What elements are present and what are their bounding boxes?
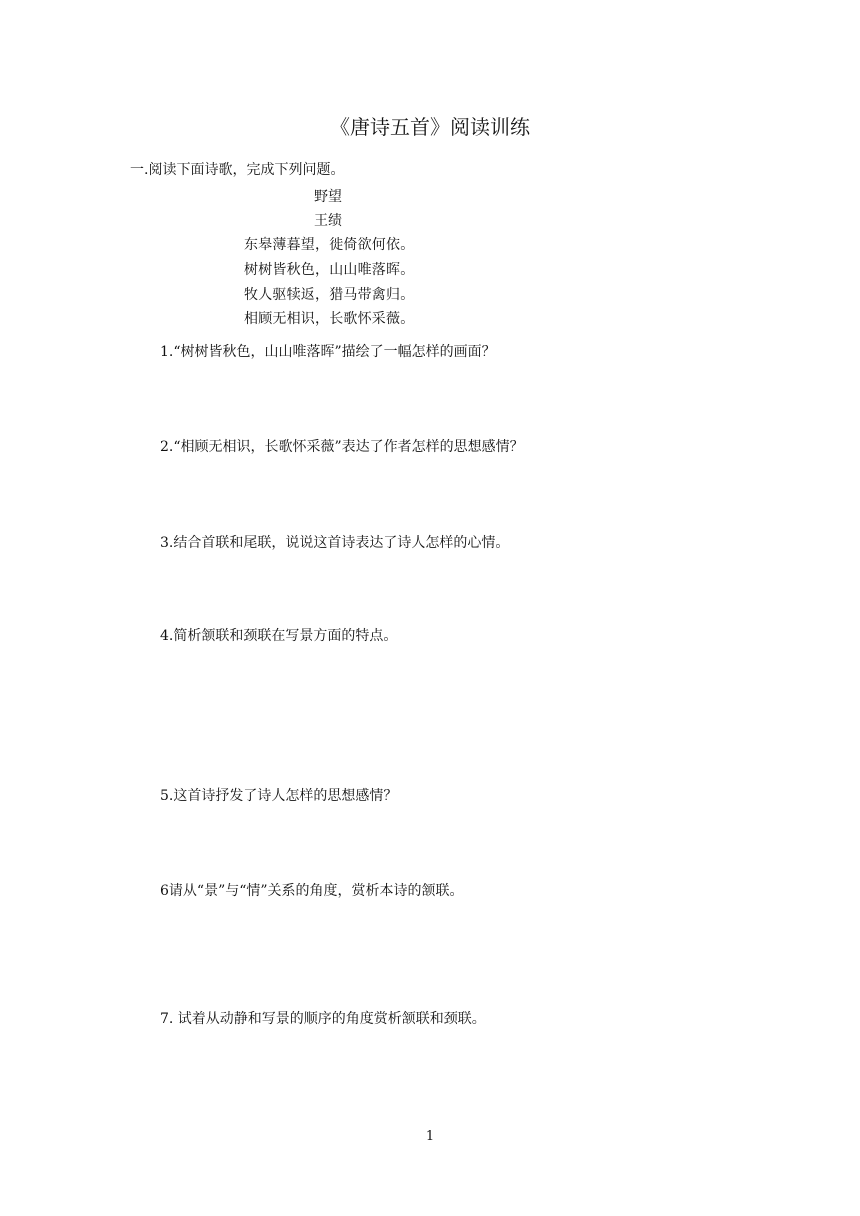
page-number: 1 xyxy=(425,1129,435,1144)
question-2: 2.“相顾无相识，长歌怀采薇”表达了作者怎样的思想感情？ xyxy=(160,439,524,455)
question-1: 1.“树树皆秋色，山山唯落晖”描绘了一幅怎样的画面？ xyxy=(160,344,496,360)
section-heading: 一.阅读下面诗歌，完成下列问题。 xyxy=(130,162,345,178)
question-4: 4.简析颔联和颈联在写景方面的特点。 xyxy=(160,628,398,644)
page-title: 《唐诗五首》阅读训练 xyxy=(330,115,530,139)
poem-author: 王绩 xyxy=(314,213,342,229)
poem-line: 树树皆秋色，山山唯落晖。 xyxy=(244,262,415,278)
poem-line: 牧人驱犊返，猎马带禽归。 xyxy=(244,287,415,303)
question-5: 5.这首诗抒发了诗人怎样的思想感情？ xyxy=(160,788,398,804)
question-7: 7. 试着从动静和写景的顺序的角度赏析颔联和颈联。 xyxy=(160,1011,486,1027)
poem-line: 东皋薄暮望，徙倚欲何依。 xyxy=(244,237,415,253)
poem-title: 野望 xyxy=(314,189,342,205)
poem-line: 相顾无相识，长歌怀采薇。 xyxy=(244,311,415,327)
question-6: 6请从“景”与“情”关系的角度，赏析本诗的颔联。 xyxy=(160,883,464,899)
question-3: 3.结合首联和尾联，说说这首诗表达了诗人怎样的心情。 xyxy=(160,535,510,551)
